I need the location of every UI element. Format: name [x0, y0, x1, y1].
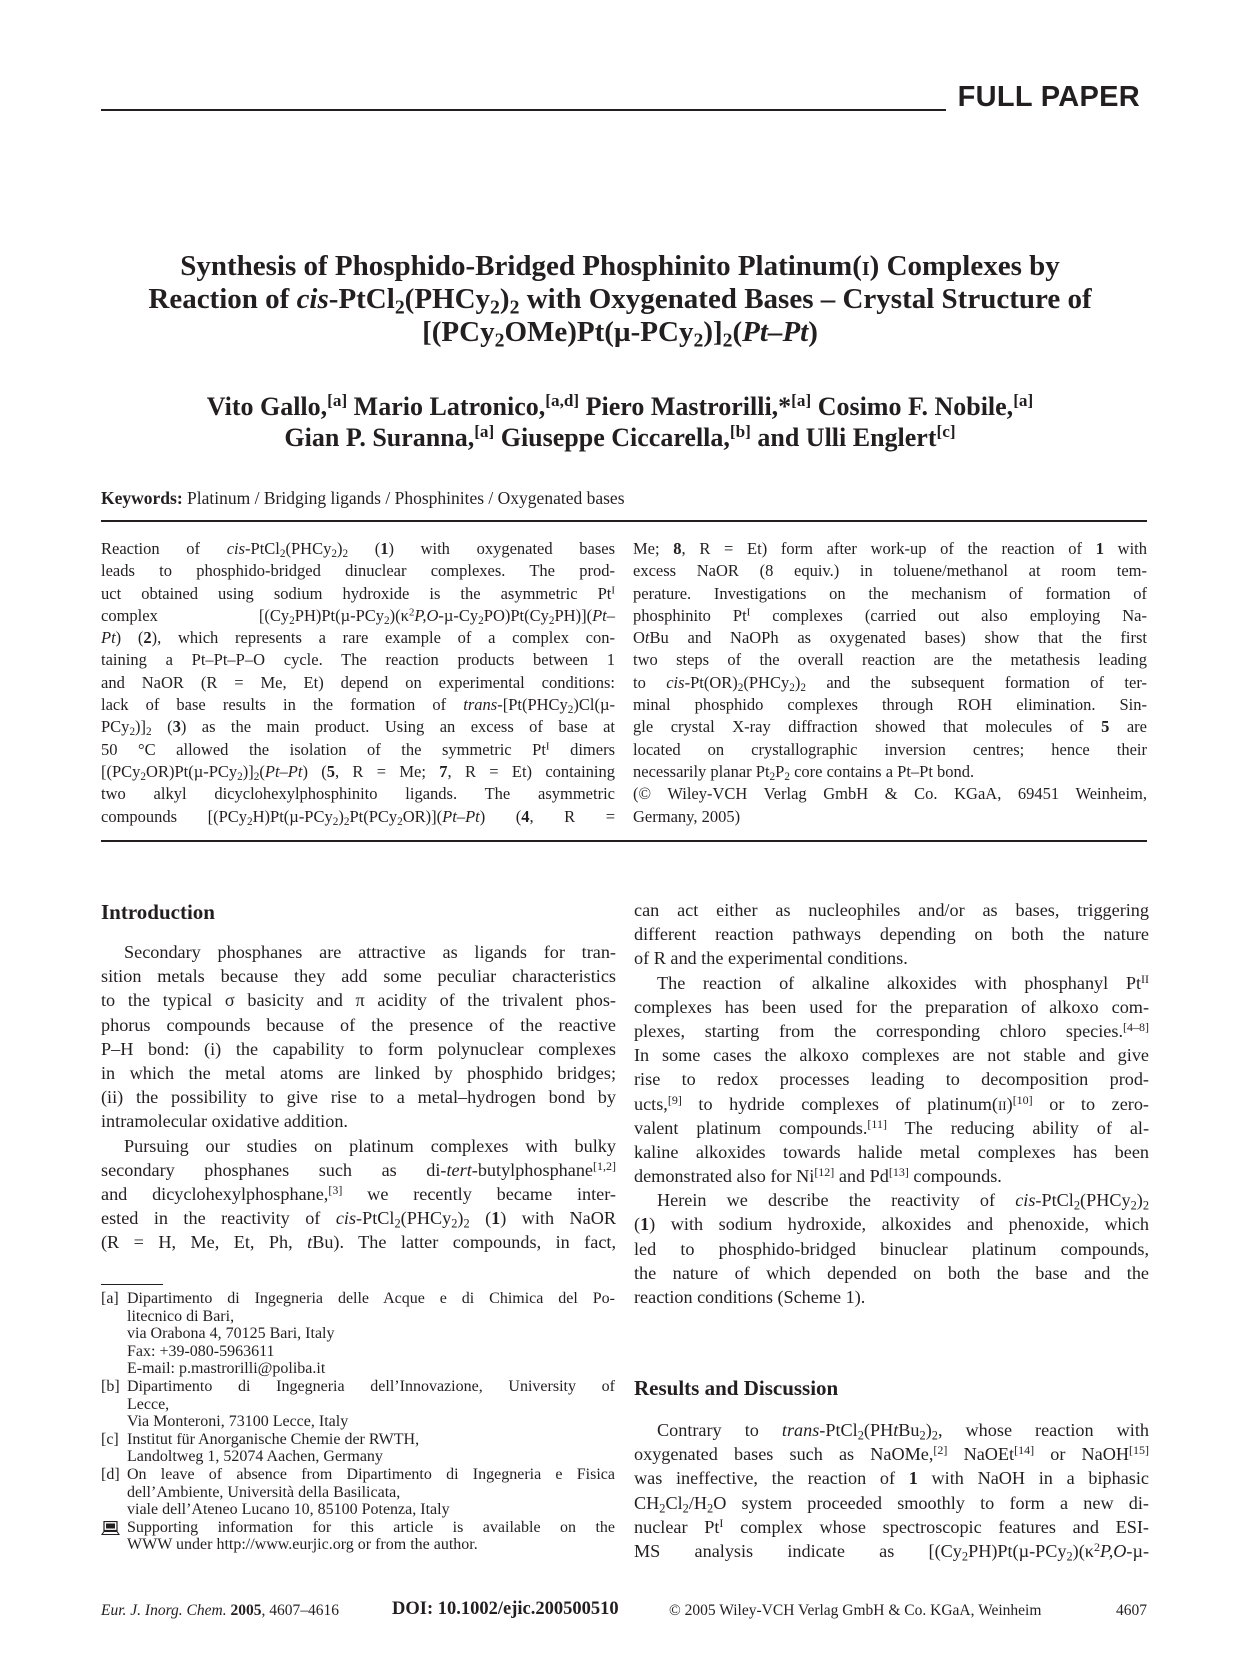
keywords-value: Platinum / Bridging ligands / Phosphinites / Oxygenated bases [182, 488, 625, 508]
page-number: 4607 [1116, 1602, 1147, 1619]
footer-copyright: © 2005 Wiley-VCH Verlag GmbH & Co. KGaA, Weinheim [669, 1602, 1042, 1619]
abstract-top-rule [101, 520, 1147, 522]
abstract-bottom-rule [101, 840, 1147, 842]
introduction-body: Secondary phosphanes are attractive as ligands for tran- sition metals because they add some peculiar characteristics to the typical σ basicity and π acidity of the trivalent phos- phorus compounds because of the presence of the reactive P–H bond: (i) the capability to form polynuclear complexes in which the metal atoms are linked by phosphido bridges; (ii) the possibility to give rise to a metal–hydrogen bond by intramolecular oxidative addition. Pursuing our studies on platinum complexes with bulky secondary phosphanes such as di-tert-butylphosphane[1,2] and dicyclohexylphosphane,[3] we recently became inter- ested in the reactivity of cis-$PtCl_2(PHCy_2)_2$ (1) with NaOR (R = H, Me, Et, Ph, tBu). The latter compounds, in fact, [101, 942, 616, 1253]
footer-doi: DOI: 10.1002/ejic.200500510 [392, 1599, 619, 1619]
footnote-rule [101, 1284, 163, 1285]
keywords-label: Keywords: [101, 488, 183, 508]
footer-citation: Eur. J. Inorg. Chem. 2005 , 4607–4616 [101, 1602, 339, 1619]
introduction-heading: Introduction [101, 900, 215, 924]
keywords [101, 486, 1141, 510]
header-rule [101, 109, 946, 111]
footnote-b: [b] Dipartimento di Ingegneria dell’Innovazione, University of Lecce, Via Monteroni, 73100 Lecce, Italy [101, 1377, 615, 1431]
computer-icon [101, 1521, 120, 1535]
results-heading: Results and Discussion [634, 1376, 839, 1400]
results-body: Contrary to trans-$PtCl_2(PHtBu_2)_2$, whose reaction with oxygenated bases such as NaOMe,[2] NaOEt[14] or NaOH[15] was ineffective, the reaction of 1 with NaOH in a biphasic $CH_2Cl_2/H_2O$ system proceeded smoothly to form a new di- nuclear $Pt^I$ complex whose spectroscopic features and ESI- MS analysis indicate as [$(Cy_2PH)Pt(\mu-PCy_2)(\kappa^2P,O-\mu-$ [634, 1420, 1149, 1564]
abstract-left-column: Reaction of cis-$PtCl_2(PHCy_2)_2$ (1) with oxygenated bases leads to phosphido-bridged dinuclear complexes. The prod- uct obtained using sodium hydroxide is the asymmetric $Pt^I$ complex $[(Cy_2PH)Pt(\mu-PCy_2)(\kappa^2P,O-\mu-Cy_2PO)Pt(Cy_2PH)](Pt-$ Pt) (2), which represents a rare example of a complex con- taining a Pt–Pt–P–O cycle. The reaction products between 1 and NaOR (R = Me, Et) depend on experimental conditions: lack of base results in the formation of trans-[Pt(PHCy$_2$)Cl(µ- $PCy_2)]_2$ (3) as the main product. Using an excess of base at 50 °C allowed the isolation of the symmetric $Pt^I$ dimers $[(PCy_2OR)Pt(\mu-PCy_2)]_2(Pt-Pt)$ (5, R = Me; 7, R = Et) containing two alkyl dicyclohexylphosphinito ligands. The asymmetric compounds $[(PCy_2H)Pt(\mu-PCy_2)_2Pt(PCy_2OR)](Pt-Pt)$ (4, R = [101, 539, 616, 828]
footnote-d: [d] On leave of absence from Dipartimento di Ingegneria e Fisica dell’Ambiente, Università della Basilicata, viale dell’Ateneo Lucano 10, 85100 Potenza, Italy [101, 1465, 615, 1519]
author-list: Vito Gallo,[a] Mario Latronico,[a,d] Piero Mastrorilli,*[a] Cosimo F. Nobile,[a] Gian P. Suranna,[a] Giuseppe Ciccarella,[b] and Ulli Englert[c] [206, 391, 1034, 452]
abstract-right-column: Me; 8, R = Et) form after work-up of the reaction of 1 with excess NaOR (8 equiv.) in toluene/methanol at room tem- perature. Investigations on the mechanism of formation of phosphinito $Pt^I$ complexes (carried out also employing Na- OtBu and NaOPh as oxygenated bases) show that the first two steps of the overall reaction are the metathesis leading to cis-$Pt(OR)_2(PHCy_2)_2$ and the subsequent formation of ter- minal phosphido complexes through ROH elimination. Sin- gle crystal X-ray diffraction showed that molecules of 5 are located on crystallographic inversion centres; hence their necessarily planar $Pt_2P_2$ core contains a Pt–Pt bond. (© Wiley-VCH Verlag GmbH & Co. KGaA, 69451 Weinheim, Germany, 2005) [633, 539, 1147, 826]
affiliation-footnotes [101, 1290, 615, 1554]
page-footer [101, 1601, 1147, 1625]
introduction-body-continued: can act either as nucleophiles and/or as bases, triggering different reaction pathways depending on both the nature of R and the experimental conditions. The reaction of alkaline alkoxides with phosphanyl $Pt^{II}$ complexes has been used for the preparation of alkoxo com- plexes, starting from the corresponding chloro species.[4–8] In some cases the alkoxo complexes are not stable and give rise to redox processes leading to decomposition prod- ucts,[9] to hydride complexes of platinum(ii)[10] or to zero- valent platinum compounds.[11] The reducing ability of al- kaline alkoxides towards halide metal complexes has been demonstrated also for Ni[12] and Pd[13] compounds. Herein we describe the reactivity of cis-$PtCl_2(PHCy_2)_2$ (1) with sodium hydroxide, alkoxides and phenoxide, which led to phosphido-bridged binuclear platinum compounds, the nature of which depended on both the base and the reaction conditions (Scheme 1). [634, 900, 1149, 1307]
footnote-supporting-info: Supporting information for this article is available on the WWW under http://www.eurjic.org or from the author. [101, 1519, 615, 1554]
section-label: FULL PAPER [957, 81, 1140, 113]
footnote-c: [c] Institut für Anorganische Chemie der RWTH, Landoltweg 1, 52074 Aachen, Germany [101, 1430, 420, 1466]
paper-title: Synthesis of Phosphido-Bridged Phosphinito Platinum(i) Complexes by Reaction of cis-$PtCl_2(PHCy_2)_2$ with Oxygenated Bases – Crystal Structure of $[(PCy_2OMe)Pt(\mu-PCy_2)]_2(Pt-Pt)$ [148, 250, 1092, 352]
footnote-a: [a] Dipartimento di Ingegneria delle Acque e di Chimica del Po- litecnico di Bari, via Orabona 4, 70125 Bari, Italy Fax: +39-080-5963611 E-mail: p.mastrorilli@poliba.it [101, 1290, 615, 1378]
